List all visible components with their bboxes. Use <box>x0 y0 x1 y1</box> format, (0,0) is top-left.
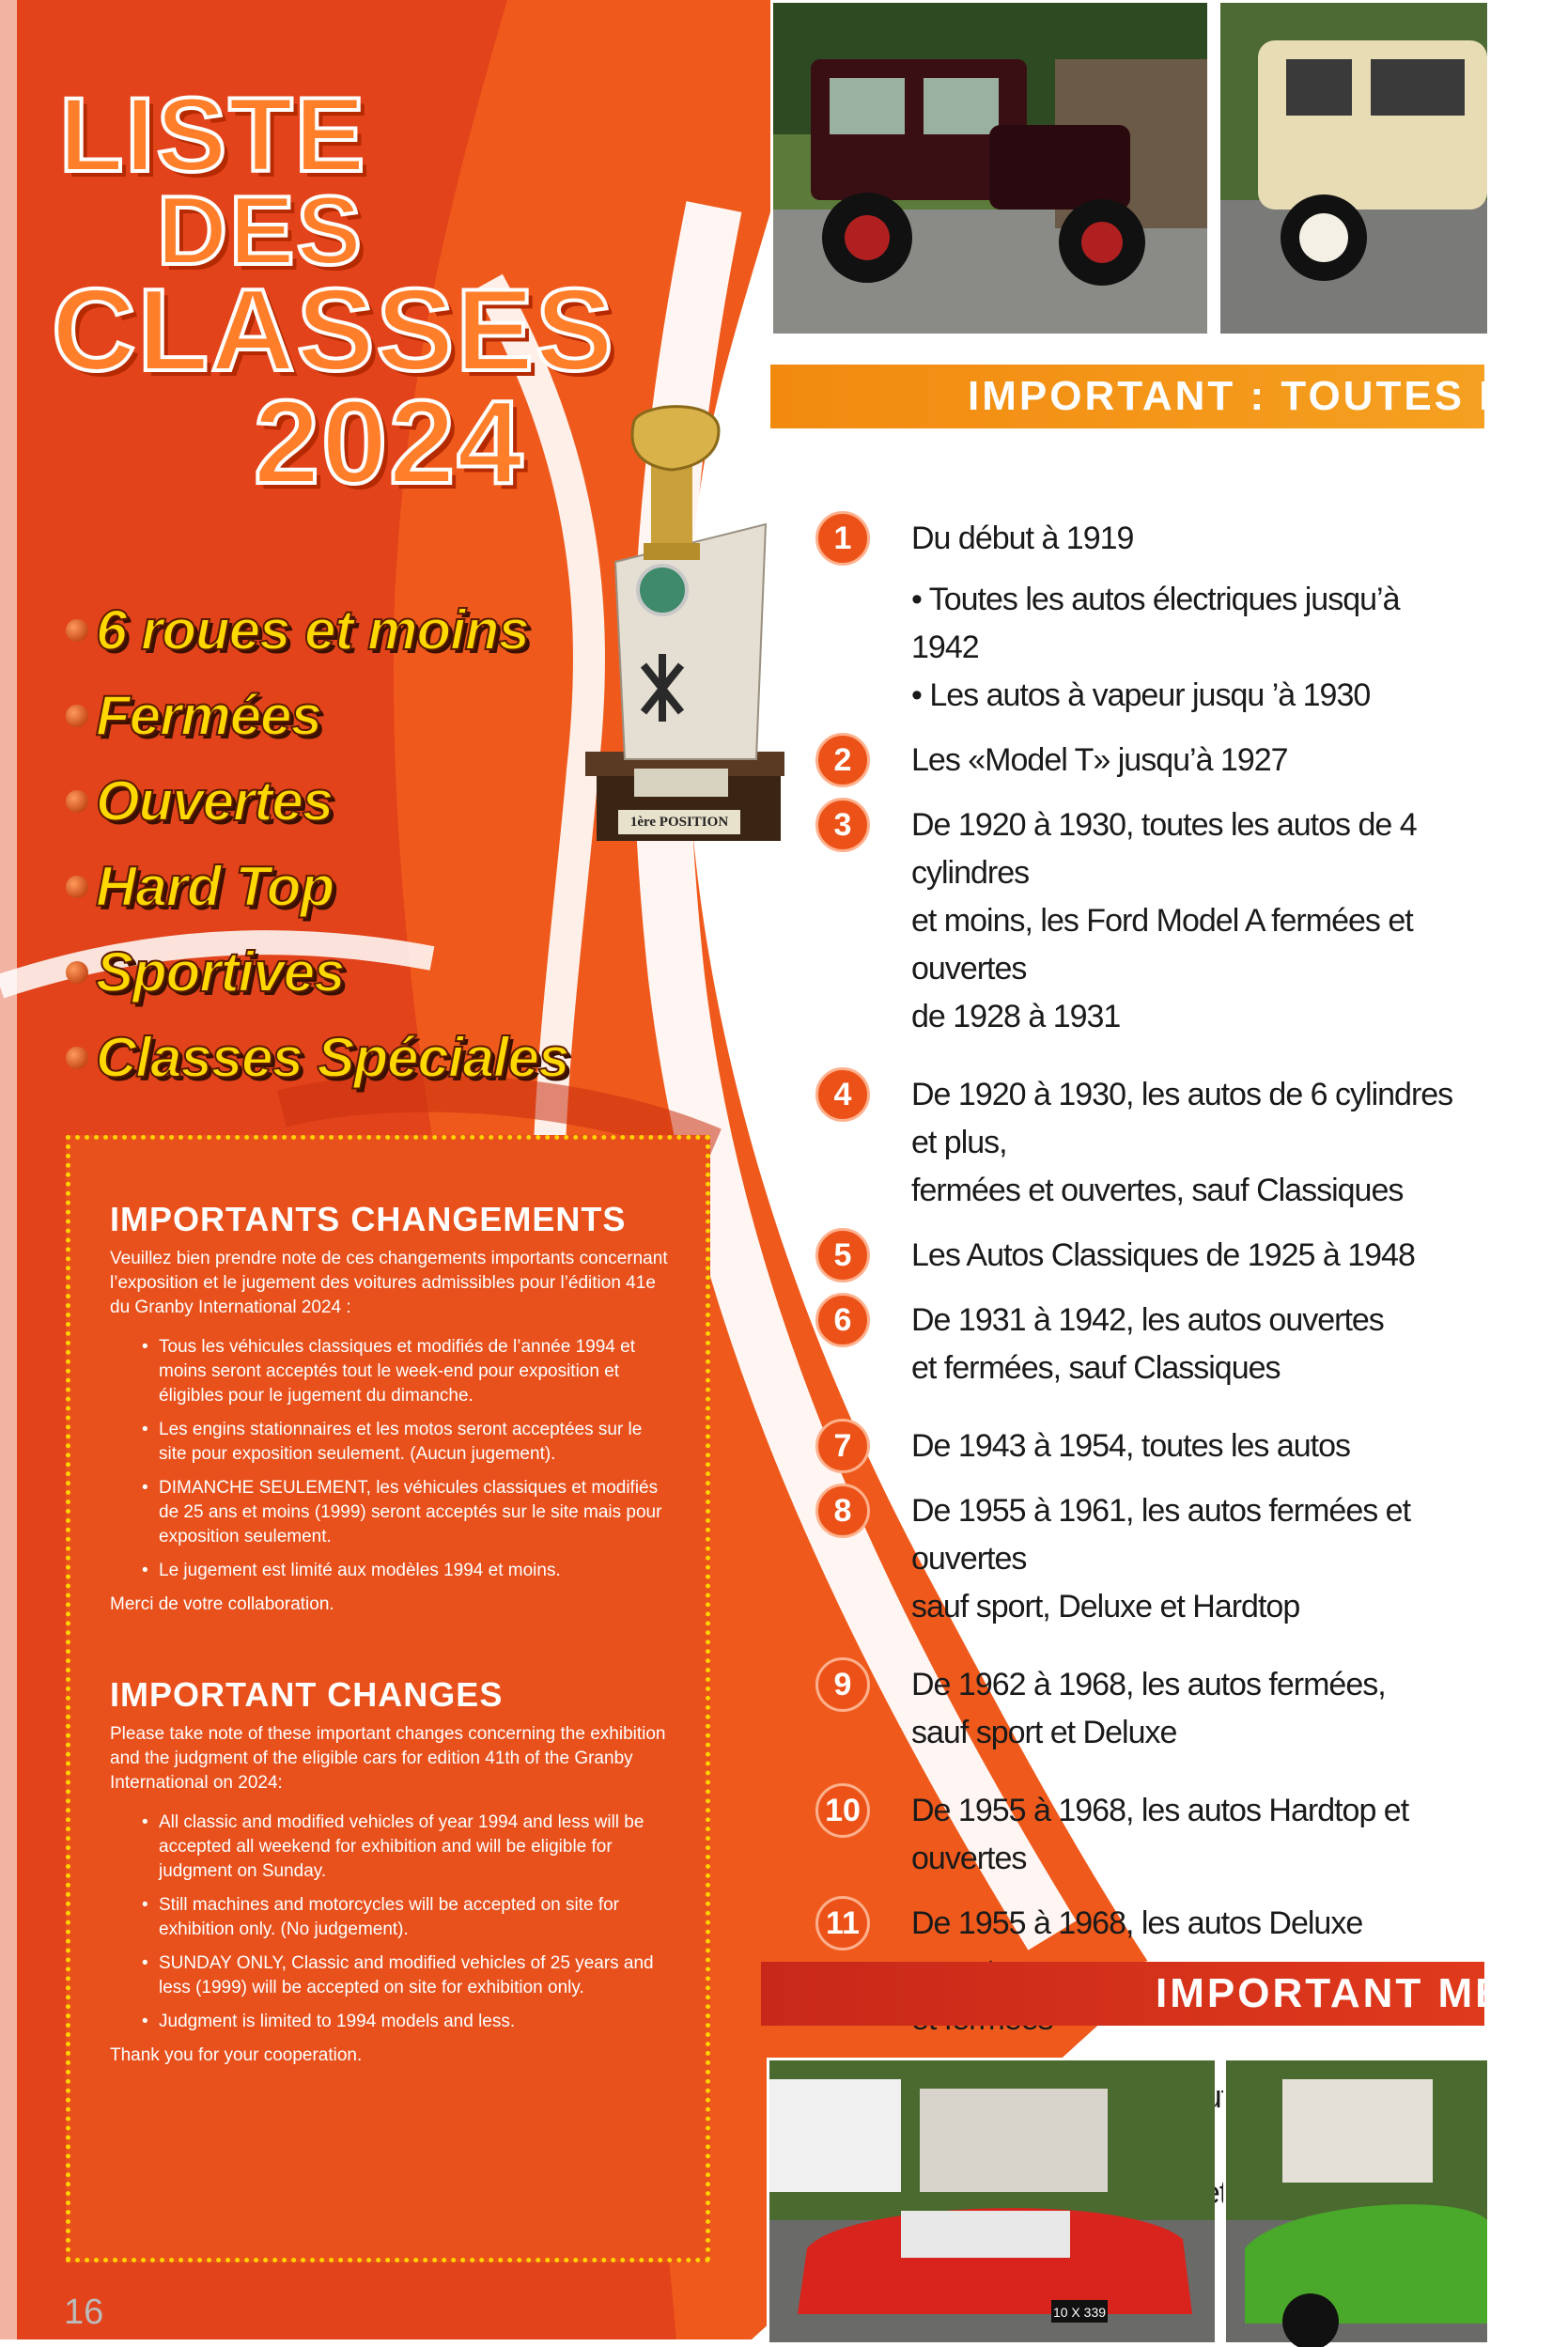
category-label: 6 roues et moins <box>96 598 529 661</box>
list-en <box>110 1811 668 2034</box>
banner-important-top <box>770 365 1568 428</box>
class-text: De 1962 à 1968, les autos fermées, <box>911 1667 1386 1702</box>
plate-text: 10 X 339 <box>1052 2305 1107 2320</box>
class-row-8 <box>815 1487 1473 1631</box>
title-line-1: LISTE <box>59 76 367 194</box>
bullet-icon <box>66 961 88 984</box>
title-line-3: CLASSES <box>52 266 615 396</box>
category-item <box>66 1015 592 1100</box>
class-number-badge: 1 <box>815 511 870 566</box>
category-item <box>66 758 592 844</box>
intro-fr: Veuillez bien prendre note de ces changements importants concernant l’exposition et le jugement des voitures admissibles pour l’édition 41e du Granby International 2024 : <box>110 1249 668 1317</box>
bullet-icon <box>66 705 88 727</box>
list-item: • Still machines and motorcycles will be accepted on site for exhibition only. (No judgement). <box>159 1893 668 1942</box>
important-changes-box <box>66 1135 710 2262</box>
category-label: Fermées <box>96 684 321 747</box>
class-row-3 <box>815 801 1473 1041</box>
class-text: fermées et ouvertes, sauf Classiques <box>911 1173 1404 1208</box>
class-text: et moins, les Ford Model A fermées et ouvertes <box>911 903 1413 987</box>
class-number-badge: 8 <box>815 1484 870 1538</box>
bullet-icon <box>66 790 88 813</box>
class-text: De 1955 à 1961, les autos fermées et ouvertes <box>911 1493 1411 1577</box>
list-item: • Le jugement est limité aux modèles 1994 et moins. <box>159 1559 668 1583</box>
class-text: De 1955 à 1968, les autos Deluxe <box>911 1905 1363 1941</box>
bullet-icon <box>66 876 88 898</box>
class-number-badge: 10 <box>815 1783 870 1838</box>
class-number-badge: 6 <box>815 1293 870 1347</box>
trophy-plaque: 1ère POSITION <box>618 810 740 834</box>
class-row-5 <box>815 1232 1473 1280</box>
class-text: De 1931 à 1942, les autos ouvertes <box>911 1302 1384 1338</box>
class-row-1 <box>815 515 1473 720</box>
class-text: sauf sport, Deluxe et Hardtop <box>911 1589 1300 1624</box>
title-line-4: 2024 <box>254 376 525 508</box>
class-row-10 <box>815 1787 1473 1883</box>
class-number-badge: 3 <box>815 798 870 852</box>
photo-green-car <box>1223 2058 1484 2339</box>
thanks-en: Thank you for your cooperation. <box>110 2045 363 2065</box>
red-corvette-illustration <box>769 2060 1215 2342</box>
list-item: • Les engins stationnaires et les motos seront acceptées sur le site pour exposition seulement. (Aucun jugement). <box>159 1418 668 1467</box>
category-item <box>66 673 592 758</box>
class-list <box>815 515 1473 2313</box>
antique-car-illustration <box>773 3 1207 334</box>
class-number-badge: 2 <box>815 733 870 787</box>
category-label: Classes Spéciales <box>96 1026 569 1089</box>
category-label: Ouvertes <box>96 769 334 832</box>
class-row-4 <box>815 1071 1473 1215</box>
class-number-badge: 5 <box>815 1228 870 1282</box>
banner-important-bottom <box>761 1962 1536 2026</box>
photo-antique-car-2 <box>1218 0 1484 331</box>
list-item: • Tous les véhicules classiques et modifiés de l’année 1994 et moins seront acceptés tout le week-end pour exposition et éligibles pour le jugement du dimanche. <box>159 1335 668 1408</box>
intro-en: Please take note of these important changes concerning the exhibition and the judgment of the eligible cars for edition 41th of the Granby International on 2024: <box>110 1724 666 1793</box>
category-item <box>66 587 592 673</box>
bullet-icon <box>66 619 88 642</box>
heading-en: IMPORTANT CHANGES <box>110 1675 504 1714</box>
class-text: Les Autos Classiques de 1925 à 1948 <box>911 1237 1415 1273</box>
green-car-illustration <box>1226 2060 1487 2342</box>
list-item: • All classic and modified vehicles of year 1994 and less will be accepted all weekend for exhibition and will be eligible for judgment on Sunday. <box>159 1811 668 1884</box>
class-row-6 <box>815 1297 1473 1392</box>
class-text: De 1955 à 1968, les autos Hardtop et ouvertes <box>911 1793 1409 1876</box>
class-text: de 1928 à 1931 <box>911 999 1121 1034</box>
category-item <box>66 844 592 929</box>
class-text: Du début à 1919 <box>911 521 1134 556</box>
class-text: De 1943 à 1954, toutes les autos <box>911 1428 1351 1464</box>
title-line-2: DES <box>157 177 364 286</box>
list-item: • Judgment is limited to 1994 models and less. <box>159 2010 668 2034</box>
banner-bottom-text: IMPORTANT MES <box>1156 1970 1536 2016</box>
class-row-9 <box>815 1661 1473 1757</box>
photo-corvette <box>767 2058 1212 2339</box>
class-subitem: • Toutes les autos électriques jusqu’à 1942 <box>911 582 1400 665</box>
class-text: De 1920 à 1930, les autos de 6 cylindres et plus, <box>911 1077 1453 1160</box>
list-item: • DIMANCHE SEULEMENT, les véhicules classiques et modifiés de 25 ans et moins (1999) seront acceptés sur le site mais pour exposition seulement. <box>159 1476 668 1549</box>
class-number-badge: 11 <box>815 1896 870 1951</box>
list-fr <box>110 1335 668 1583</box>
page-number: 16 <box>64 2293 104 2332</box>
category-label: Sportives <box>96 940 345 1003</box>
class-row-2 <box>815 737 1473 785</box>
class-number-badge: 9 <box>815 1657 870 1712</box>
class-subitem: • Les autos à vapeur jusqu ’à 1930 <box>911 677 1371 713</box>
category-label: Hard Top <box>96 855 334 918</box>
cream-car-illustration <box>1220 3 1487 334</box>
trophy-icon <box>578 402 784 848</box>
thanks-fr: Merci de votre collaboration. <box>110 1594 334 1614</box>
photo-antique-car-1 <box>770 0 1204 331</box>
class-text: sauf sport et Deluxe <box>911 1715 1177 1750</box>
section-french <box>110 1200 668 1617</box>
category-item <box>66 929 592 1015</box>
class-row-7 <box>815 1422 1473 1470</box>
class-number-badge: 4 <box>815 1067 870 1122</box>
category-list <box>66 587 592 1100</box>
class-number-badge: 7 <box>815 1419 870 1473</box>
bullet-icon <box>66 1047 88 1069</box>
class-text: Les «Model T» jusqu’à 1927 <box>911 742 1288 778</box>
banner-top-text: IMPORTANT : TOUTES LES <box>968 373 1568 419</box>
list-item: • SUNDAY ONLY, Classic and modified vehicles of 25 years and less (1999) will be accepted on site for exhibition only. <box>159 1951 668 2000</box>
heading-fr: IMPORTANTS CHANGEMENTS <box>110 1200 627 1238</box>
class-text: et fermées, sauf Classiques <box>911 1350 1281 1386</box>
section-english <box>110 1675 668 2068</box>
class-text: De 1920 à 1930, toutes les autos de 4 cylindres <box>911 807 1417 891</box>
